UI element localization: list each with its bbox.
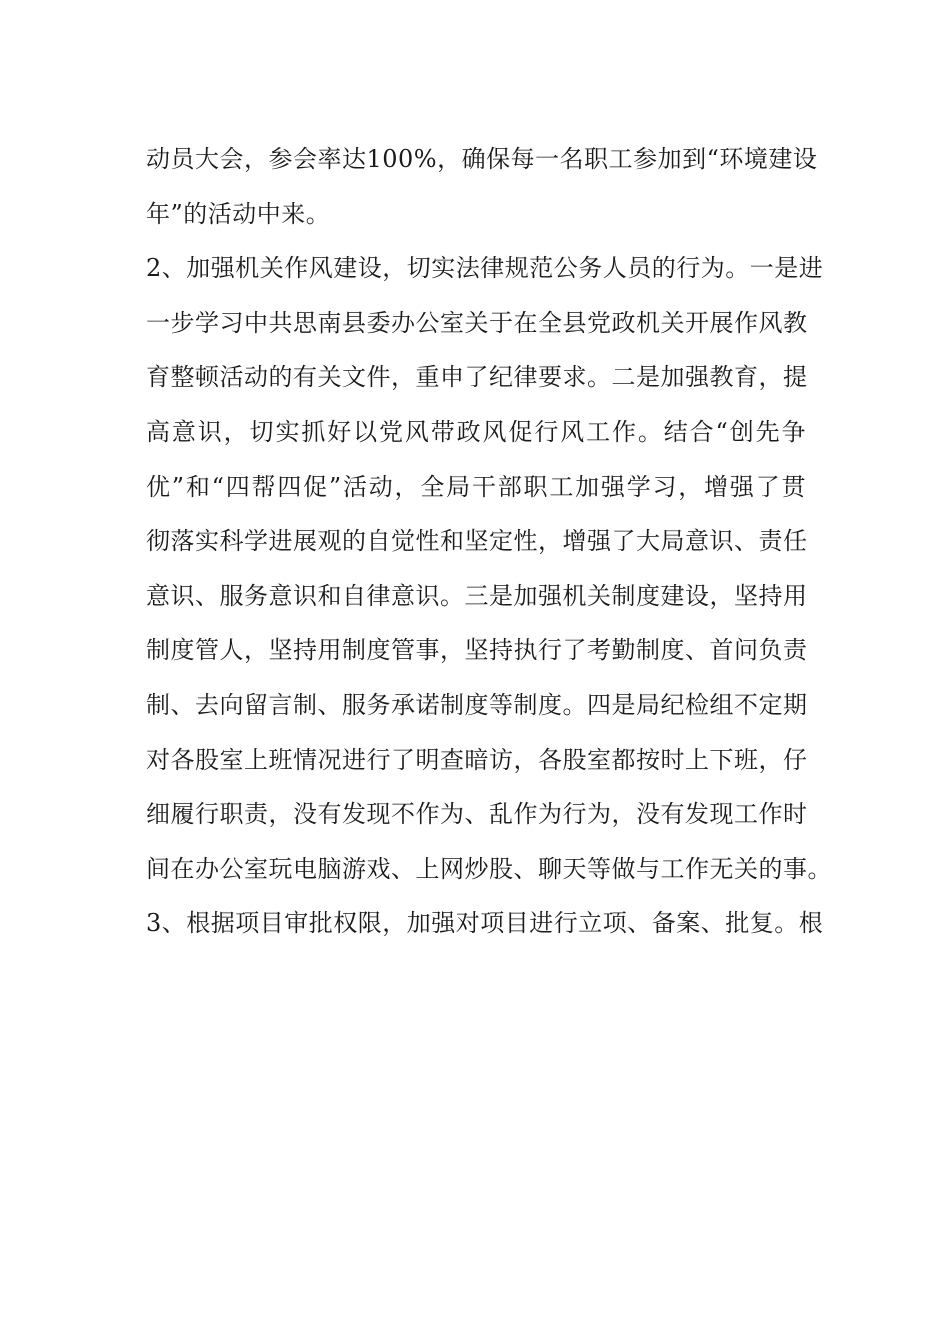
text-line: 对各股室上班情况进行了明查暗访，各股室都按时上下班，仔: [146, 745, 808, 774]
text-line: 2、加强机关作风建设，切实法律规范公务人员的行为。一是进: [146, 254, 824, 283]
text-line: 意识、服务意识和自律意识。三是加强机关制度建设，坚持用: [146, 581, 808, 610]
text-line: 制、去向留言制、服务承诺制度等制度。四是局纪检组不定期: [146, 690, 808, 719]
text-line: 高意识，切实抓好以党风带政风促行风工作。结合“创先争: [146, 417, 806, 446]
text-line: 优”和“四帮四促”活动，全局干部职工加强学习，增强了贯: [146, 472, 806, 501]
text-line: 动员大会，参会率达100%，确保每一名职工参加到“环境建设: [146, 145, 818, 173]
text-line: 制度管人，坚持用制度管事，坚持执行了考勤制度、首问负责: [146, 636, 808, 665]
text-line: 彻落实科学进展观的自觉性和坚定性，增强了大局意识、责任: [146, 527, 808, 556]
text-line: 间在办公室玩电脑游戏、上网炒股、聊天等做与工作无关的事。: [146, 854, 832, 883]
text-line: 年”的活动中来。: [146, 199, 331, 228]
body-text: [146, 132, 832, 951]
text-line: 一步学习中共思南县委办公室关于在全县党政机关开展作风教: [146, 308, 808, 337]
text-line: 细履行职责，没有发现不作为、乱作为行为，没有发现工作时: [146, 800, 808, 829]
text-line: 育整顿活动的有关文件，重申了纪律要求。二是加强教育，提: [146, 363, 808, 392]
text-line: 3、根据项目审批权限，加强对项目进行立项、备案、批复。根: [146, 909, 824, 938]
